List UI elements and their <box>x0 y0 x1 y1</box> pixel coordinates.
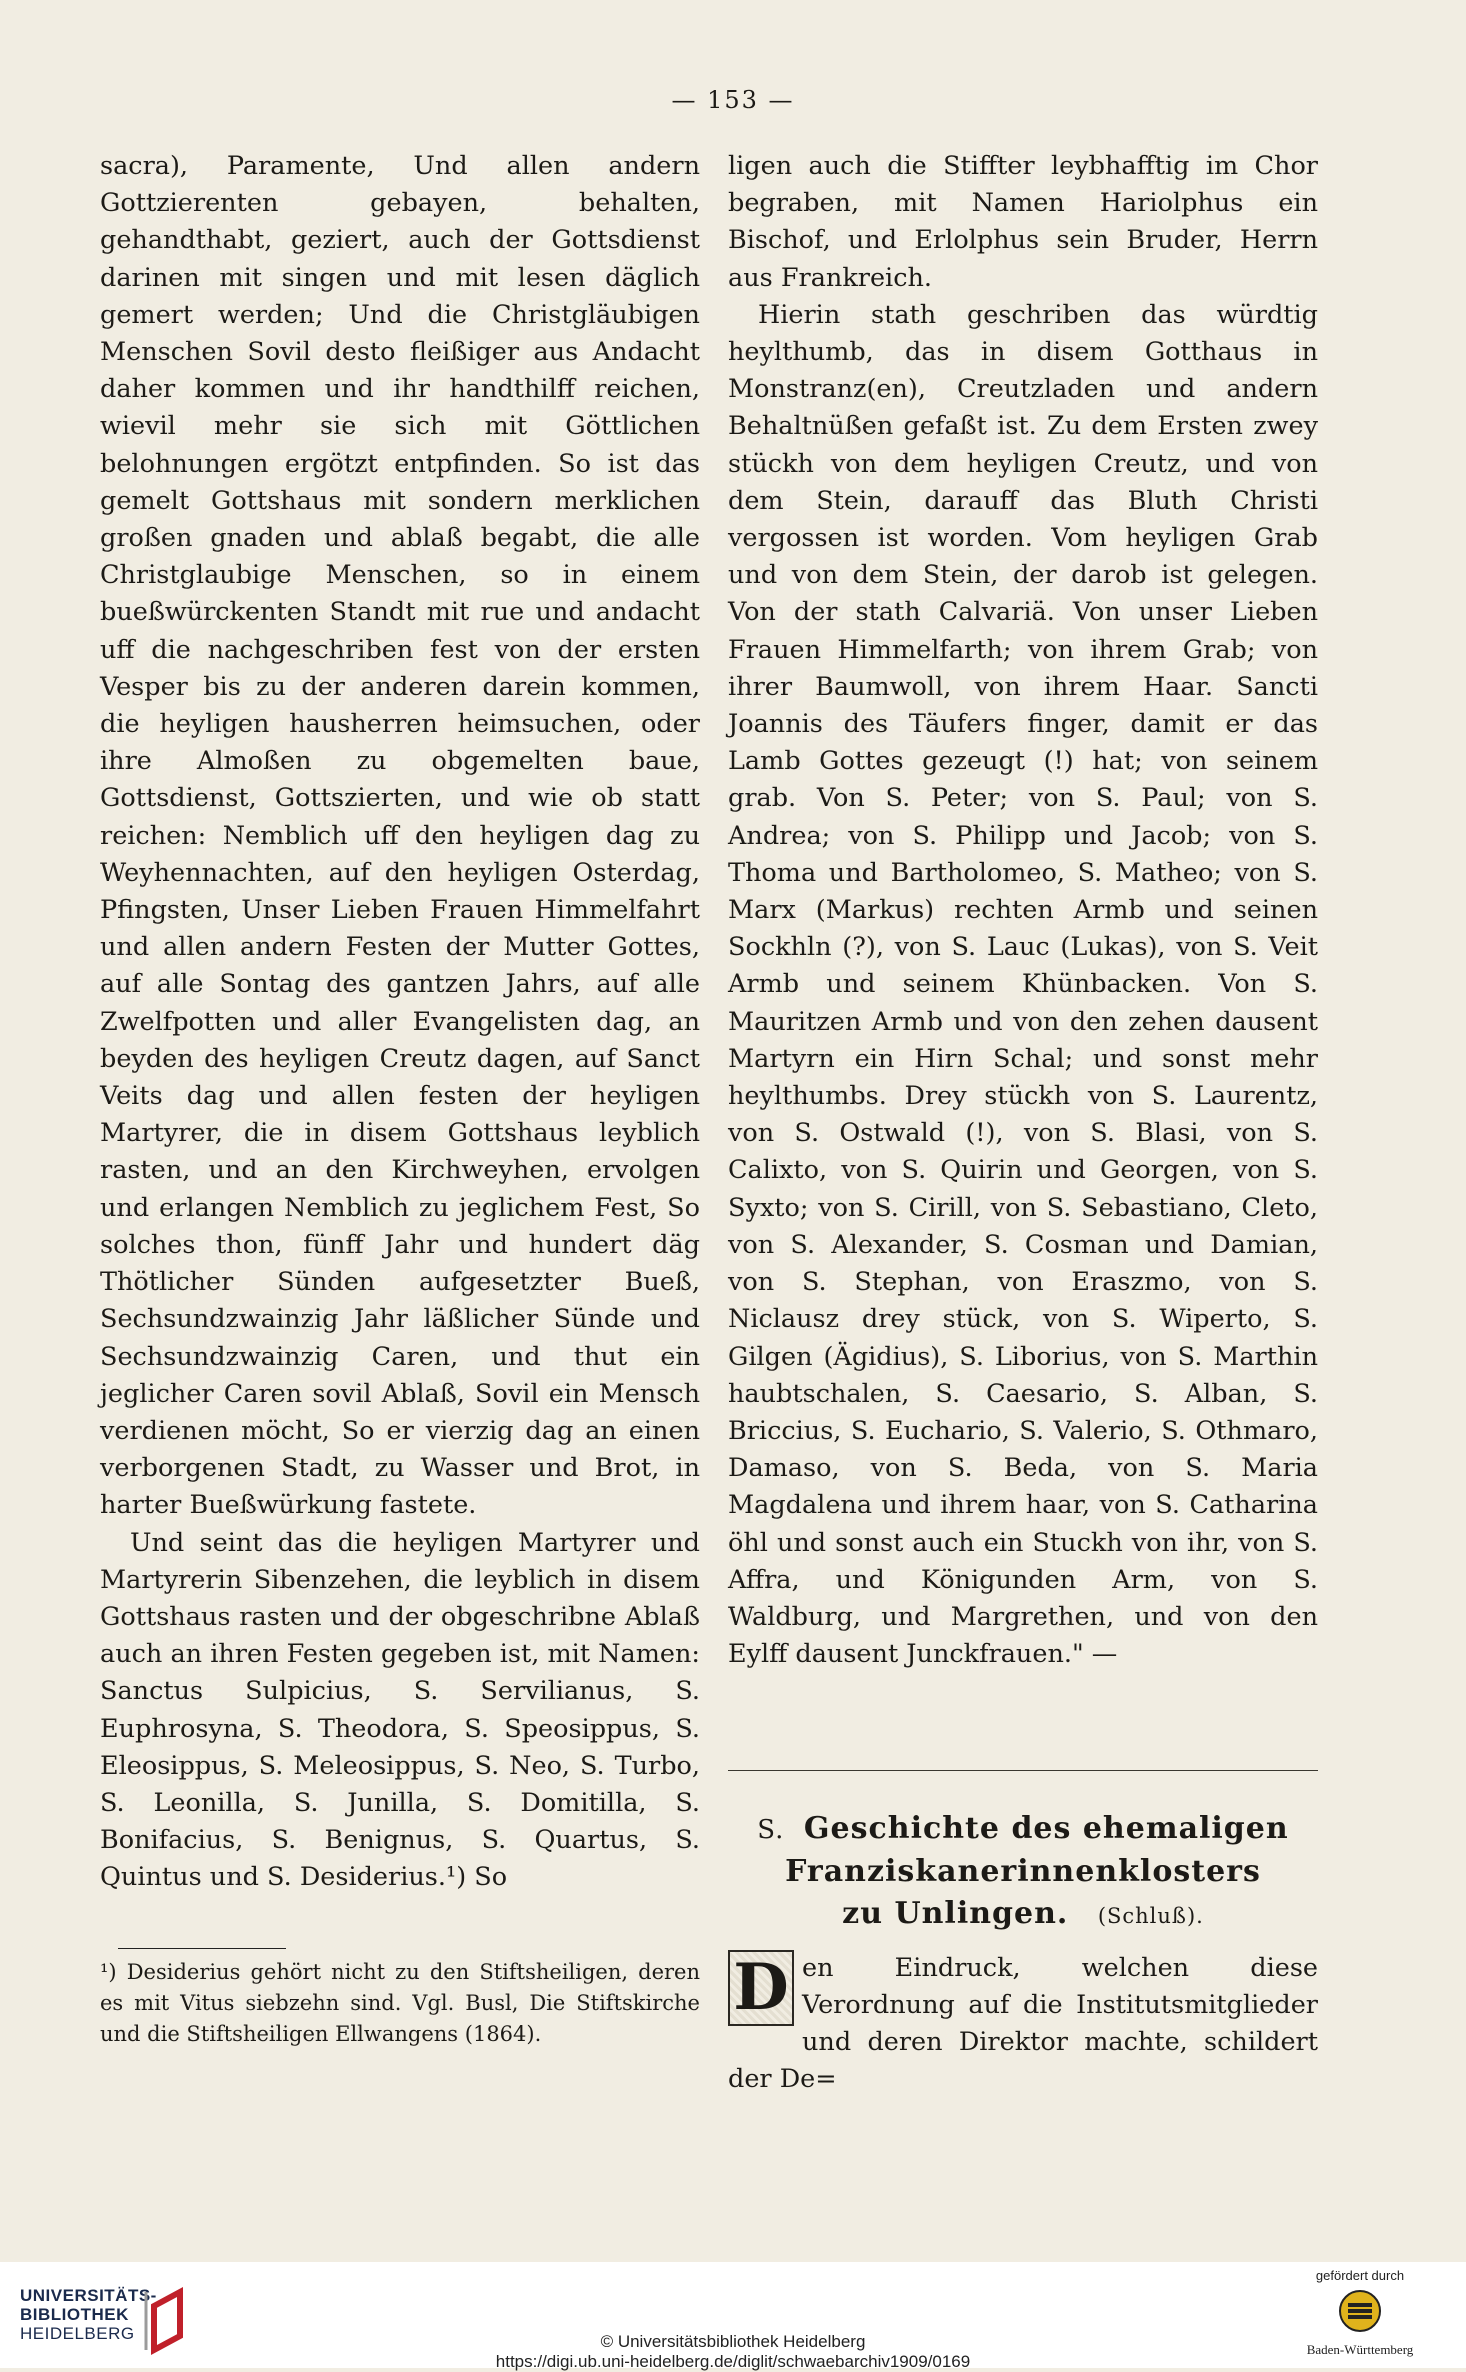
section-heading <box>728 1808 1318 1937</box>
left-paragraph-1: sacra), Paramente, Und allen andern Gottzierenten gebayen, behalten, gehandthabt, geziert, auch der Gottsdienst darinen mit singen und mit lesen däglich gemert werden; Und die Christgläubigen Menschen Sovil desto fleißiger aus Andacht daher kommen und ihr handthilff reichen, wievil mehr sie sich mit Göttlichen belohnungen ergötzt entpfinden. So ist das gemelt Gottshaus mit sondern merklichen großen gnaden und ablaß begabt, die alle Christglaubige Menschen, so in einem bueßwürckenten Standt mit rue und andacht uff die nachgeschriben fest von der ersten Vesper bis zu der anderen darein kommen, die heyligen hausherren heimsuchen, oder ihre Almoßen zu obgemelten baue, Gottsdienst, Gottszierten, und wie ob statt reichen: Nemblich uff den heyligen dag zu Weyhennachten, auf den heyligen Osterdag, Pfingsten, Unser Lieben Frauen Himmelfahrt und allen andern Festen der Mutter Gottes, auf alle Sontag des gantzen Jahrs, auf alle Zwelfpotten und aller Evangelisten dag, an beyden des heyligen Creutz dagen, auf Sanct Veits dag und allen festen der heyligen Martyrer, die in disem Gottshaus leyblich rasten, und an den Kirchweyhen, ervolgen und erlangen Nemblich zu jeglichem Fest, So solches thon, fünff Jahr und hundert däg Thötlicher Sünden aufgesetzter Bueß, Sechsundzwainzig Jahr läßlicher Sünde und Sechsundzwainzig Caren, und thut ein jeglicher Caren sovil Ablaß, Sovil ein Mensch verdienen möcht, So er vierzig dag an einen verborgenen Stadt, zu Wasser und Brot, in harter Bueßwürkung fastete. <box>100 151 700 1521</box>
footer-bar <box>0 2262 1466 2371</box>
sponsor-name: Baden-Württemberg <box>1306 2342 1414 2357</box>
sponsor-caption: gefördert durch <box>1315 2268 1405 2283</box>
section-note: (Schluß). <box>1097 1904 1204 1928</box>
section-title-line3: zu Unlingen. <box>842 1896 1069 1931</box>
section-title-line2: Franziskanerinnenklosters <box>785 1854 1261 1889</box>
section-body <box>728 1950 1318 2098</box>
footnote: ¹) Desiderius gehört nicht zu den Stiftsheiligen, deren es mit Vitus siebzehn sind. Vgl. Busl, Die Stiftskirche und die Stiftsheiligen Ellwangens (1864). <box>100 1960 700 2046</box>
right-column <box>728 148 1318 1673</box>
footnote-rule <box>118 1948 286 1949</box>
section-divider <box>728 1770 1318 1771</box>
section-title-line1: Geschichte des ehemaligen <box>803 1811 1289 1846</box>
dropcap-initial: D <box>728 1950 794 2026</box>
section-prefix: S. <box>757 1815 785 1845</box>
permalink-url[interactable]: https://digi.ub.uni-heidelberg.de/diglit/schwaebarchiv1909/0169 <box>495 2352 971 2371</box>
left-column <box>100 148 700 1897</box>
section-body-text: en Eindruck, welchen diese Verordnung auf die Institutsmitglieder und deren Direktor machte, schildert der De= <box>728 1953 1318 2094</box>
left-paragraph-2: Und seint das die heyligen Martyrer und Martyrerin Sibenzehen, die leyblich in disem Gottshaus rasten und der obgeschribne Ablaß auch an ihren Festen gegeben ist, mit Namen: Sanctus Sulpicius, S. Servilianus, S. Euphrosyna, S. Theodora, S. Speosippus, S. Eleosippus, S. Meleosippus, S. Neo, S. Turbo, S. Leonilla, S. Junilla, S. Domitilla, S. Bonifacius, S. Benignus, S. Quartus, S. Quintus und S. Desiderius.¹) So <box>100 1527 700 1893</box>
copyright-block <box>0 2332 1466 2372</box>
copyright-text: © Universitätsbibliothek Heidelberg <box>600 2332 866 2351</box>
library-line3: HEIDELBERG <box>20 2324 135 2343</box>
coat-of-arms-icon <box>1338 2289 1382 2333</box>
library-line1: UNIVERSITÄTS- <box>20 2286 157 2305</box>
right-paragraph-2: Hierin stath geschriben das würdtig heylthumb, das in disem Gotthaus in Monstranz(en), Creutzladen und andern Behaltnüßen gefaßt ist. Zu dem Ersten zwey stückh von dem heyligen Creutz, und von dem Stein, darauff das Bluth Christi vergossen ist worden. Vom heyligen Grab und von dem Stein, der darob ist gelegen. Von der stath Calvariä. Von unser Lieben Frauen Himmelfarth; von ihrem Grab; von ihrer Baumwoll, von ihrem Haar. Sancti Joannis des Täufers finger, damit er das Lamb Gottes gezeugt (!) hat; von seinem grab. Von S. Peter; von S. Paul; von S. Andrea; von S. Philipp und Jacob; von S. Thoma und Bartholomeo, S. Matheo; von S. Marx (Markus) rechten Armb und seinen Sockhln (?), von S. Lauc (Lukas), von S. Veit Armb und seinem Khünbacken. Von S. Mauritzen Armb und von den zehen dausent Martyrn ein Hirn Schal; und sonst mehr heylthumbs. Drey stückh von S. Laurentz, von S. Ostwald (!), von S. Blasi, von S. Calixto, von S. Quirin und Georgen, von S. Syxto; von S. Cirill, von S. Sebastiano, Cleto, von S. Alexander, S. Cosman und Damian, von S. Stephan, von Eraszmo, von S. Niclausz drey stück, von S. Wiperto, S. Gilgen (Ägidius), S. Liborius, von S. Marthin haubtschalen, S. Caesario, S. Alban, S. Briccius, S. Euchario, S. Valerio, S. Othmaro, Damaso, von S. Beda, von S. Maria Magdalena und ihrem haar, von S. Catharina öhl und sonst auch ein Stuckh von ihr, von S. Affra, und Königunden Arm, von S. Waldburg, und Margrethen, und von den Eylff dausent Junckfrauen." — <box>728 299 1318 1670</box>
sponsor-block <box>1280 2268 1440 2358</box>
page-number: — 153 — <box>671 86 795 114</box>
library-line2: BIBLIOTHEK <box>20 2305 129 2324</box>
right-paragraph-1: ligen auch die Stiffter leybhafftig im Chor begraben, mit Namen Hariolphus ein Bischof, und Erlolphus sein Bruder, Herrn aus Frankreich. <box>728 151 1318 293</box>
